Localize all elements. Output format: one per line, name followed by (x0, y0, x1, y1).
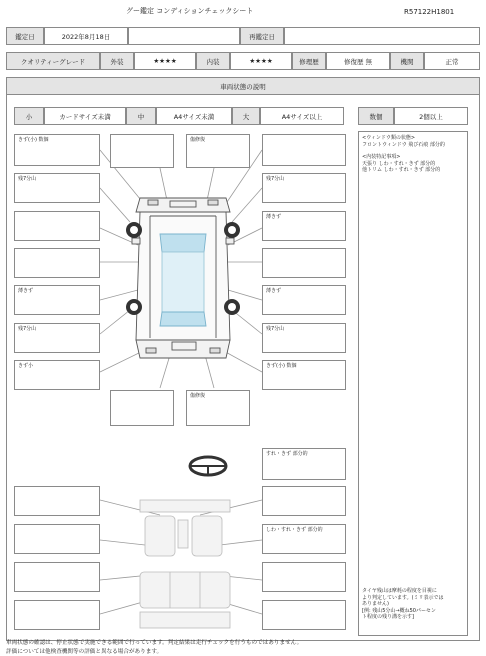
sheet-title: グー鑑定 コンディションチェックシート (126, 7, 254, 15)
exterior-label: 外装 (100, 52, 134, 70)
damage-box-bottom-center (110, 390, 174, 426)
appraisal-date-value: 2022年8月18日 (44, 27, 128, 45)
quality-grade-label: クオリティーグレード (6, 52, 100, 70)
damage-box-left-5: 残7分山 (14, 323, 100, 353)
damage-box-left-4: 薄きず (14, 285, 100, 315)
steering-wheel-icon (190, 457, 226, 475)
engine-value: 正常 (424, 52, 480, 70)
window-status-line: フロントウィンドウ 飛び石痕 部分的 (362, 141, 445, 148)
repair-history-label: 修理歴 (292, 52, 326, 70)
appraisal-date-label: 鑑定日 (6, 27, 44, 45)
interior-box-left-1 (14, 486, 100, 516)
damage-box-right-5: 残7分山 (262, 323, 346, 353)
damage-box-left-3 (14, 248, 100, 278)
interior-box-right-3 (262, 562, 346, 592)
sheet-number: R57122H1801 (404, 8, 455, 16)
legend-small-desc: カードサイズ未満 (44, 107, 126, 125)
damage-box-top-center (110, 134, 174, 168)
interior-stars: ★★★★ (230, 52, 292, 70)
section-title: 車両状態の説明 (6, 77, 480, 95)
interior-special-title: <内装特記事項> (362, 154, 401, 160)
tire-note-line2: より判定しています。(ミリ表示では (362, 594, 444, 601)
damage-box-right-1: 残7分山 (262, 173, 346, 203)
damage-box-top-center-2: 傷修復 (186, 134, 250, 168)
footer-note-2: 評価については他検査機関等の評価と異なる場合があります。 (6, 649, 163, 655)
engine-label: 機関 (390, 52, 424, 70)
legend-large-desc: A4サイズ以上 (260, 107, 344, 125)
damage-box-right-3 (262, 248, 346, 278)
interior-box-left-3 (14, 562, 100, 592)
damage-box-left-2 (14, 211, 100, 241)
interior-box-right-4 (262, 600, 346, 630)
legend-mid-desc: A4サイズ未満 (156, 107, 232, 125)
repair-history-value: 修復歴 無 (326, 52, 390, 70)
damage-box-left-6: きず小 (14, 360, 100, 390)
exterior-stars: ★★★★ (134, 52, 196, 70)
legend-large-label: 大 (232, 107, 260, 125)
interior-label: 内装 (196, 52, 230, 70)
damage-box-right-6: きず(小) 数個 (262, 360, 346, 390)
legend-mid-label: 中 (126, 107, 156, 125)
interior-special-line2: 他トリム しわ・すれ・きず 部分的 (362, 167, 441, 173)
damage-box-bottom-center-2: 傷修復 (186, 390, 250, 426)
reappraisal-date-label: 再鑑定日 (240, 27, 284, 45)
legend-small-label: 小 (14, 107, 44, 125)
tire-note-line1: タイヤ残山は摩耗の程度を目視に (362, 588, 437, 594)
damage-box-top-left: きず(小) 数個 (14, 134, 100, 166)
interior-box-right-1 (262, 486, 346, 516)
interior-box-left-2 (14, 524, 100, 554)
tire-note-line4: [例: 残山5分山→概ね50パーセン (362, 607, 436, 614)
damage-box-left-1: 残7分山 (14, 173, 100, 203)
tire-note-line3: ありません) (362, 601, 389, 607)
interior-box-left-4 (14, 600, 100, 630)
interior-box-right-2: しわ・すれ・きず 部分的 (262, 524, 346, 554)
legend-count-desc: 2個以上 (394, 107, 468, 125)
tire-note-line5: ト程度の残り溝を示す] (362, 614, 414, 620)
footer-note-1: 車両状態の確認は、停止状態で実施できる範囲で行っています。判定結果は走行チェックを行うものではありません。 (6, 640, 303, 646)
legend-count-label: 数個 (358, 107, 394, 125)
damage-box-steering: すれ・きず 部分的 (262, 448, 346, 480)
interior-special-line1: 天張り しわ・すれ・きず 部分的 (362, 160, 436, 167)
car-top-view (132, 198, 234, 358)
damage-box-right-4: 薄きず (262, 285, 346, 315)
interior-seats-diagram (140, 500, 230, 628)
window-status-title: <ウィンドウ類の状態> (362, 135, 416, 141)
damage-box-right-2: 薄きず (262, 211, 346, 241)
damage-box-top-right (262, 134, 346, 166)
